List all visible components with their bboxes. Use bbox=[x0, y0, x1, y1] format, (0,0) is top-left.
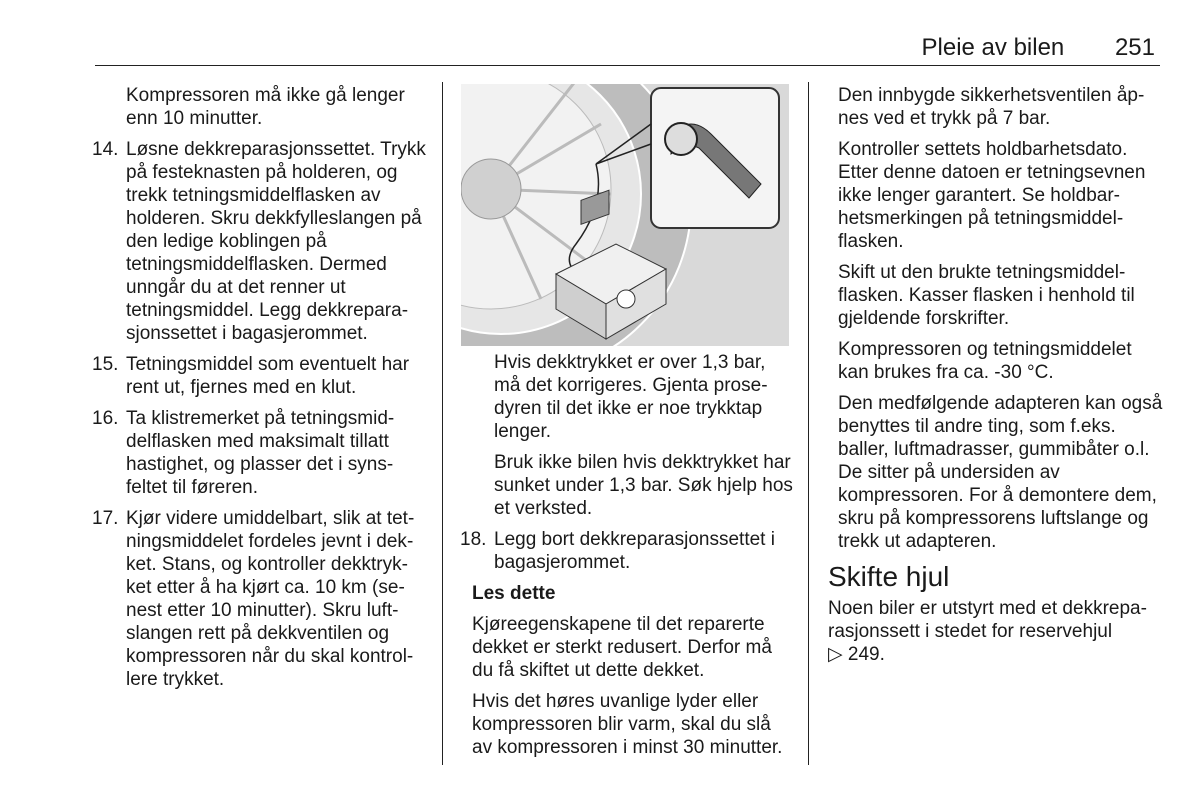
list-item bbox=[92, 353, 426, 399]
list-text: Løsne dekkreparasjonssettet. Trykk på festeknasten på holderen, og trekk tetningsmiddelflasken av holderen. Skru dekkfylleslangen på den ledige koblingen på tetningsmiddelflasken. Dermed unngår du at det renner ut tetningsmiddel. Legg dekkreparasjonssettet i bagasjerommet. bbox=[126, 139, 426, 344]
tire-compressor-illustration bbox=[461, 84, 789, 346]
list-number: 17. bbox=[92, 508, 119, 529]
column-1 bbox=[92, 84, 426, 699]
page-ref-link[interactable]: 249. bbox=[847, 644, 885, 665]
paragraph: Den medfølgende adapteren kan også benyttes til andre ting, som f.eks. baller, luftmadrasser, gummibåter o.l. De sitter på undersiden av kompressoren. For å demontere dem, skru på kompressorens luftslange og trekk ut adapteren. bbox=[838, 393, 1163, 552]
page-ref-arrow-icon: ▷ bbox=[828, 644, 843, 665]
warning-box bbox=[460, 582, 794, 759]
warning-text: Hvis det høres uvanlige lyder eller kompressoren blir varm, skal du slå av kompressoren i minst 30 minutter. bbox=[472, 691, 783, 758]
paragraph-text: Noen biler er utstyrt med et dekkreparasjonssett i stedet for reservehjul bbox=[828, 598, 1147, 642]
paragraph: Hvis dekktrykket er over 1,3 bar, må det korrigeres. Gjenta prosedyren til det ikke er noe trykktap lenger. bbox=[494, 352, 768, 442]
paragraph: Den innbygde sikkerhetsventilen åpnes ved et trykk på 7 bar. bbox=[838, 85, 1145, 129]
list-text: Ta klistremerket på tetningsmiddelflasken med maksimalt tillatt hastighet, og plasser det i synsfeltet til føreren. bbox=[126, 408, 395, 498]
list-number: 18. bbox=[460, 529, 487, 550]
warning-text: Kjøreegenskapene til det reparerte dekket er sterkt redusert. Derfor må du få skiftet ut dette dekket. bbox=[472, 614, 772, 681]
header-divider bbox=[95, 65, 1160, 66]
section-heading: Skifte hjul bbox=[828, 561, 950, 592]
list-number: 15. bbox=[92, 354, 119, 375]
paragraph: Bruk ikke bilen hvis dekktrykket har sunket under 1,3 bar. Søk hjelp hos et verksted. bbox=[494, 452, 793, 519]
tire-compressor-icon bbox=[461, 84, 789, 346]
page-header bbox=[922, 34, 1155, 62]
paragraph: Kontroller settets holdbarhetsdato. Etter denne datoen er tetningsevnen ikke lenger garantert. Se holdbarhetsmerkingen på tetningsmiddelflasken. bbox=[838, 139, 1146, 252]
list-item bbox=[92, 138, 426, 345]
list-number: 14. bbox=[92, 139, 119, 160]
paragraph: Kompressoren og tetningsmiddelet kan brukes fra ca. -30 °C. bbox=[838, 339, 1132, 383]
paragraph bbox=[828, 597, 1163, 666]
page-number: 251 bbox=[1114, 34, 1155, 61]
continued-text: Kompressoren må ikke gå lenger enn 10 minutter. bbox=[126, 85, 405, 129]
page-title: Pleie av bilen bbox=[921, 34, 1065, 61]
list-number: 16. bbox=[92, 408, 119, 429]
warning-title: Les dette bbox=[472, 583, 556, 604]
list-text: Kjør videre umiddelbart, slik at tetningsmiddelet fordeles jevnt i dekket. Stans, og kontroller dekktrykket etter å ha kjørt ca. 10 km (senest etter 10 minutter). Skru luftslangen rett på dekkventilen og kompressoren når du skal kontrollere trykket. bbox=[126, 508, 415, 690]
list-item bbox=[92, 507, 426, 691]
list-item bbox=[92, 407, 426, 499]
column-divider-2 bbox=[808, 82, 809, 765]
list-text: Legg bort dekkreparasjonssettet i bagasjerommet. bbox=[494, 529, 775, 573]
list-text: Tetningsmiddel som eventuelt har rent ut, fjernes med en klut. bbox=[126, 354, 410, 398]
paragraph: Skift ut den brukte tetningsmiddelflasken. Kasser flasken i henhold til gjeldende forskrifter. bbox=[838, 262, 1135, 329]
column-divider-1 bbox=[442, 82, 443, 765]
column-2 bbox=[460, 351, 794, 767]
list-item bbox=[460, 528, 794, 574]
column-3 bbox=[828, 84, 1163, 674]
